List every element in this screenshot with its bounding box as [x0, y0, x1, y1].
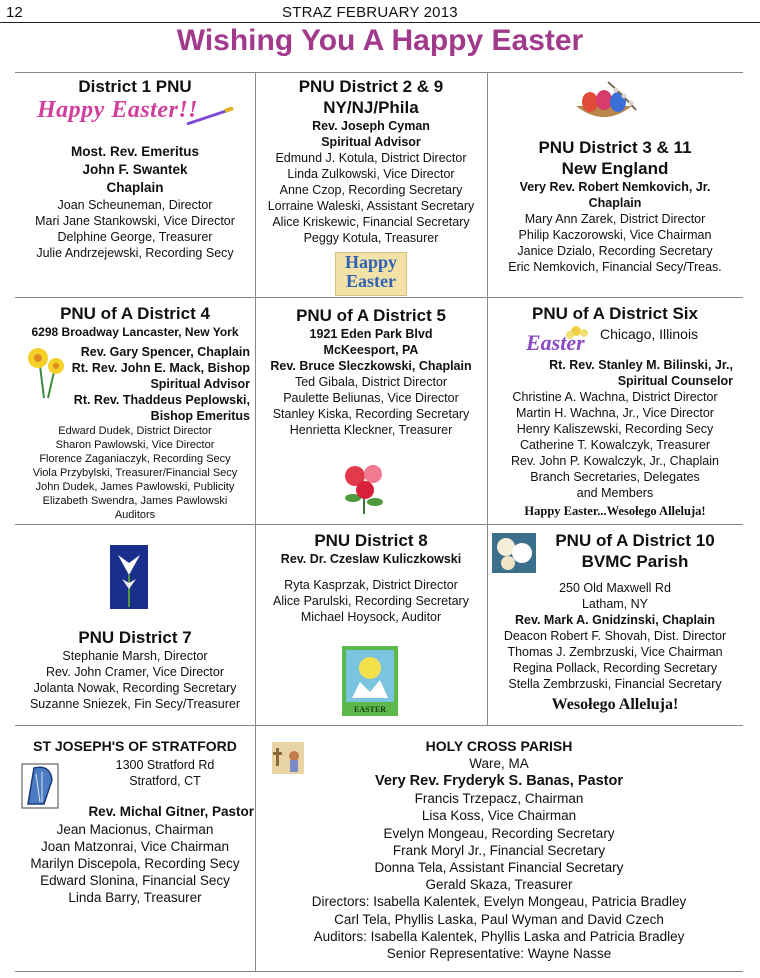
officer-line: Henry Kaliszewski, Recording Secy — [516, 422, 714, 436]
st-josephs-officers — [15, 821, 255, 906]
publication-title: STRAZ FEBRUARY 2013 — [282, 4, 458, 21]
officer-line: Catherine T. Kowalczyk, Treasurer — [519, 438, 711, 452]
city-line: Chicago, Illinois — [600, 326, 699, 342]
officer-line: Gerald Skaza, Treasurer — [425, 877, 573, 893]
officer-line: Auditors — [114, 509, 156, 521]
officer-line: Auditors: Isabella Kalentek, Phyllis Laska and Patricia Bradley — [313, 928, 685, 944]
officer-line: Sharon Pawlowski, Vice Director — [55, 439, 215, 451]
officer-line: Lisa Koss, Vice Chairman — [421, 808, 577, 824]
page-number: 12 — [6, 4, 23, 21]
officer-line: Edward Dudek, District Director — [58, 425, 212, 437]
officer-line: Donna Tela, Assistant Financial Secretary — [374, 860, 624, 876]
officer-line: Christine A. Wachna, District Director — [512, 390, 718, 404]
officer-line: Rev. John P. Kowalczyk, Jr., Chaplain — [511, 454, 719, 468]
district-4-section — [15, 303, 255, 340]
officer-line: Julie Andrzejewski, Recording Secy — [36, 246, 234, 260]
officer-line: Elizabeth Swendra, James Pawlowski — [42, 495, 228, 507]
officer-line: Viola Przybylski, Treasurer/Financial Secy — [32, 467, 238, 479]
district-4-title: PNU of A District 4 — [60, 304, 210, 323]
clergy-line: Rev. Gary Spencer, Chaplain — [80, 345, 250, 359]
advisor-line: Spiritual Advisor — [321, 135, 421, 149]
district-6-title: PNU of A District Six — [532, 304, 698, 323]
officer-line: Alice Kriskewic, Financial Secretary — [272, 215, 470, 229]
officer-line: Stephanie Marsh, Director — [62, 649, 208, 663]
district-4-officers — [15, 424, 255, 522]
officer-line: Paulette Beliunas, Vice Director — [283, 391, 459, 405]
grid-rule — [15, 72, 743, 73]
district-10-title: PNU of A District 10 — [555, 531, 715, 550]
grid-rule — [15, 725, 743, 726]
officer-line: John Dudek, James Pawlowski, Publicity — [35, 481, 235, 493]
address-line: 6298 Broadway Lancaster, New York — [31, 325, 239, 339]
officer-line: Carl Tela, Phyllis Laska, Paul Wyman and David Czech — [334, 911, 664, 927]
officer-line: Eric Nemkovich, Financial Secy/Treas. — [508, 260, 722, 274]
grid-rule — [15, 297, 743, 298]
officer-line: Linda Zulkowski, Vice Director — [287, 167, 455, 181]
grid-rule — [15, 971, 743, 972]
roses-icon — [341, 462, 387, 519]
officer-line: Frank Moryl Jr., Financial Secretary — [392, 842, 606, 858]
officer-line: Mari Jane Stankowski, Vice Director — [35, 214, 235, 228]
chaplain-line: Most. Rev. Emeritus — [70, 144, 200, 159]
officer-line: Edward Slonina, Financial Secy — [40, 873, 230, 888]
easter-lily-icon — [110, 545, 148, 614]
officer-line: Martin H. Wachna, Jr., Vice Director — [516, 406, 714, 420]
address-line: 1921 Eden Park Blvd — [309, 327, 433, 341]
district-4-clergy — [58, 344, 250, 424]
officer-line: Regina Pollack, Recording Secretary — [512, 661, 718, 675]
officer-line: Anne Czop, Recording Secretary — [279, 183, 463, 197]
district-1-section — [15, 76, 255, 261]
officer-line: Stanley Kiska, Recording Secretary — [272, 407, 470, 421]
district-8-title: PNU District 8 — [314, 531, 428, 550]
officer-line: and Members — [576, 486, 654, 500]
officer-line: Lorraine Waleski, Assistant Secretary — [267, 199, 475, 213]
officer-line: Marilyn Discepola, Recording Secy — [30, 856, 240, 871]
chaplain-line: John F. Swantek — [82, 162, 188, 177]
officer-line: Deacon Robert F. Shovah, Dist. Director — [503, 629, 727, 643]
page-header — [0, 0, 760, 22]
officer-line: Philip Kaczorowski, Vice Chairman — [518, 228, 712, 242]
header-rule — [0, 22, 760, 23]
address-line: 250 Old Maxwell Rd — [559, 581, 671, 595]
pastor-line: Very Rev. Fryderyk S. Banas, Pastor — [375, 773, 623, 790]
chaplain-line: Very Rev. Robert Nemkovich, Jr. — [519, 180, 711, 194]
counselor-line: Rt. Rev. Stanley M. Bilinski, Jr., — [549, 358, 733, 372]
st-josephs-pastor: Rev. Michal Gitner, Pastor — [88, 804, 254, 819]
chaplain-line: Chaplain — [106, 180, 164, 195]
district-6-section — [487, 303, 743, 324]
district-1-title: District 1 PNU — [78, 77, 192, 96]
district-2-title: PNU District 2 & 9 — [298, 77, 444, 96]
greeting-line: Wesołego Alleluja! — [551, 696, 679, 713]
officer-line: Linda Barry, Treasurer — [68, 890, 202, 905]
st-josephs-title: ST JOSEPH'S OF STRATFORD — [33, 738, 237, 754]
district-5-title: PNU of A District 5 — [296, 306, 446, 325]
officer-line: Jolanta Nowak, Recording Secretary — [33, 681, 237, 695]
chaplain-line: Rev. Mark A. Gnidzinski, Chaplain — [514, 613, 716, 627]
officer-line: Florence Zaganiaczyk, Recording Secy — [39, 453, 231, 465]
easter-basket-icon — [568, 78, 640, 133]
officer-line: Evelyn Mongeau, Recording Secretary — [383, 825, 615, 841]
district-10-body — [487, 580, 743, 716]
district-2-9-section — [255, 76, 487, 296]
paint-brush-icon — [185, 107, 235, 127]
grid-rule — [15, 524, 743, 525]
officer-line: Ted Gibala, District Director — [294, 375, 448, 389]
district-10-subtitle: BVMC Parish — [581, 552, 689, 571]
officer-line: Senior Representative: Wayne Nasse — [386, 946, 612, 962]
officer-line: Jean Macionus, Chairman — [56, 822, 214, 837]
officer-line: Henrietta Kleckner, Treasurer — [289, 423, 453, 437]
district-7-title: PNU District 7 — [78, 628, 192, 647]
clergy-line: Rt. Rev. John E. Mack, Bishop — [71, 361, 250, 375]
district-3-11-section — [487, 137, 743, 275]
clergy-line: Bishop Emeritus — [150, 409, 250, 423]
harp-icon — [20, 760, 60, 815]
officer-line: Edmund J. Kotula, District Director — [275, 151, 467, 165]
clergy-line: Rt. Rev. Thaddeus Peplowski, — [73, 393, 250, 407]
district-7-section — [15, 627, 255, 712]
happy-easter-graphic: Happy Easter!! — [15, 97, 255, 135]
chaplain-line: Chaplain — [588, 196, 642, 210]
address-line: McKeesport, PA — [323, 343, 419, 357]
officer-line: Delphine George, Treasurer — [57, 230, 213, 244]
district-2-subtitle: NY/NJ/Phila — [323, 98, 419, 117]
holy-cross-title: HOLY CROSS PARISH — [425, 738, 573, 754]
officer-line: Ryta Kasprzak, District Director — [284, 578, 458, 592]
district-10-header — [530, 530, 740, 572]
page-banner: Wishing You A Happy Easter — [176, 24, 584, 57]
officer-line: Branch Secretaries, Delegates — [530, 470, 700, 484]
officer-line: Joan Matzonrai, Vice Chairman — [40, 839, 230, 854]
address-line: Stratford, CT — [129, 774, 201, 788]
greeting-line: Happy Easter...Wesołego Alleluja! — [524, 504, 706, 518]
address-line: Latham, NY — [581, 597, 648, 611]
officer-line: Alice Parulski, Recording Secretary — [273, 594, 469, 608]
chaplain-line: Rev. Bruce Sleczkowski, Chaplain — [270, 359, 472, 373]
officer-line: Rev. John Cramer, Vice Director — [45, 665, 225, 679]
clergy-line: Spiritual Advisor — [150, 377, 250, 391]
officer-line: Peggy Kotula, Treasurer — [303, 231, 439, 245]
officer-line: Joan Scheuneman, Director — [57, 198, 213, 212]
st-josephs-address — [95, 757, 235, 789]
officer-line: Francis Trzepacz, Chairman — [414, 791, 584, 807]
address-line: 1300 Stratford Rd — [115, 758, 215, 772]
chaplain-line: Rev. Dr. Czeslaw Kuliczkowski — [280, 552, 462, 566]
officer-line: Suzanne Sniezek, Fin Secy/Treasurer — [29, 697, 241, 711]
easter-lettering-graphic: Easter — [524, 324, 604, 356]
district-3-subtitle: New England — [561, 159, 669, 178]
holy-cross-section — [255, 737, 743, 962]
officer-line: Mary Ann Zarek, District Director — [524, 212, 706, 226]
district-5-section — [255, 305, 487, 438]
happy-easter-card: Happy Easter — [335, 252, 407, 296]
officer-line: Michael Hoysock, Auditor — [300, 610, 442, 624]
district-8-section — [255, 530, 487, 625]
district-6-body — [487, 357, 743, 519]
st-josephs-section — [15, 737, 255, 755]
officer-line: Directors: Isabella Kalentek, Evelyn Mongeau, Patricia Bradley — [311, 894, 687, 910]
officer-line: Thomas J. Zembrzuski, Vice Chairman — [507, 645, 723, 659]
advisor-line: Rev. Joseph Cyman — [312, 119, 430, 133]
district-3-title: PNU District 3 & 11 — [538, 138, 692, 157]
counselor-line: Spiritual Counselor — [617, 374, 733, 388]
officer-line: Stella Zembrzuski, Financial Secretary — [508, 677, 722, 691]
city-line: Ware, MA — [469, 756, 529, 771]
officer-line: Janice Dzialo, Recording Secretary — [517, 244, 713, 258]
easter-card-icon: EASTER — [342, 646, 398, 716]
